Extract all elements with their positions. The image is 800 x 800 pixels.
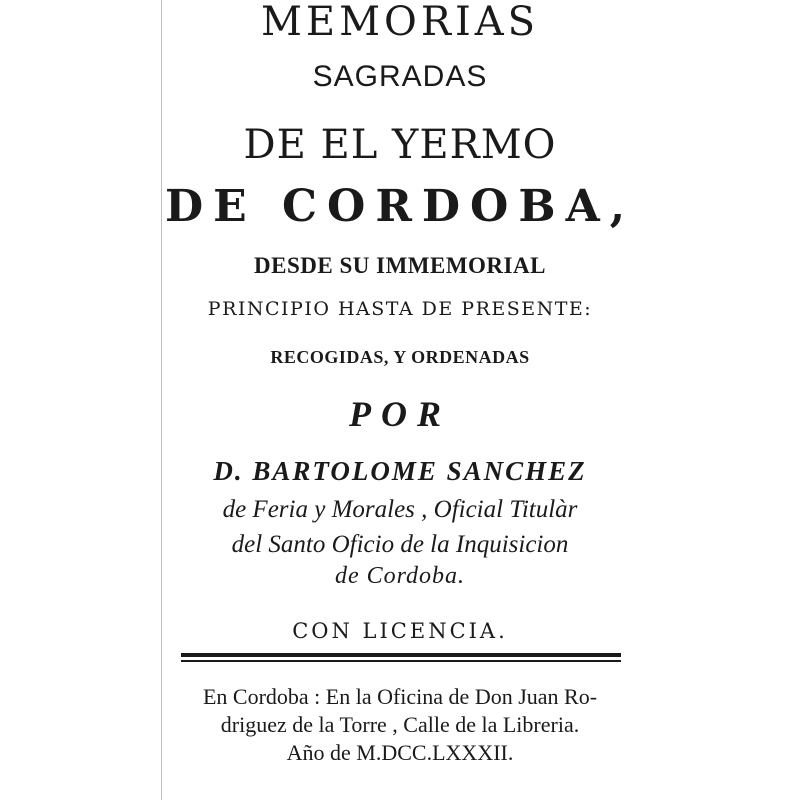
por-heading: POR bbox=[349, 394, 451, 434]
imprint-line-1: En Cordoba : En la Oficina de Don Juan Ro- bbox=[202, 684, 598, 709]
author-line-1: D. BARTOLOME SANCHEZ bbox=[213, 456, 587, 486]
title-line-4: DE CORDOBA, bbox=[164, 181, 636, 232]
title-line-2: SAGRADAS bbox=[312, 60, 488, 93]
divider-thick-rule bbox=[181, 653, 621, 657]
subtitle-line-2: PRINCIPIO HASTA DE PRESENTE: bbox=[207, 298, 593, 320]
title-line-3: DE EL YERMO bbox=[243, 122, 557, 168]
author-line-4: de Cordoba. bbox=[334, 563, 466, 589]
imprint-line-2: driguez de la Torre , Calle de la Libreria. bbox=[220, 712, 580, 737]
author-line-2: de Feria y Morales , Oficial Titulàr bbox=[222, 496, 578, 523]
imprint-line-3: Año de M.DCC.LXXXII. bbox=[286, 740, 514, 765]
title-line-1: MEMORIAS bbox=[260, 0, 540, 45]
subtitle-line-1: DESDE SU IMMEMORIAL bbox=[254, 253, 546, 278]
author-line-3: del Santo Oficio de la Inquisicion bbox=[231, 531, 569, 558]
divider-thin-rule bbox=[181, 660, 621, 662]
subtitle-line-3: RECOGIDAS, Y ORDENADAS bbox=[270, 347, 530, 367]
licencia-line: CON LICENCIA. bbox=[292, 619, 508, 643]
